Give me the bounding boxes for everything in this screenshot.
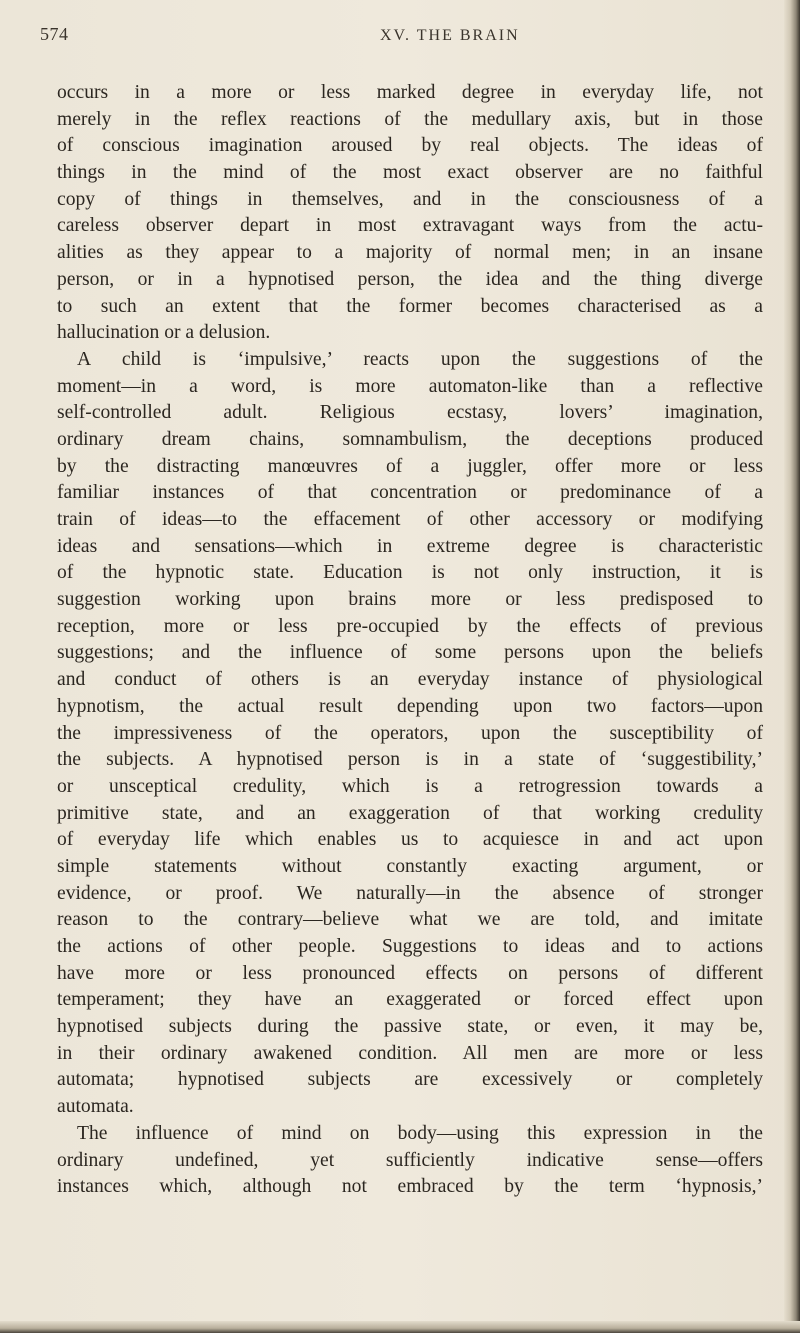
text-line: person, or in a hypnotised person, the idea and the thing diverge: [57, 268, 763, 290]
text-line: suggestion working upon brains more or less predisposed to: [57, 589, 763, 611]
text-line: evidence, or proof. We naturally—in the absence of stronger: [57, 882, 763, 904]
text-line: suggestions; and the influence of some persons upon the beliefs: [57, 642, 763, 664]
text-line: familiar instances of that concentration or predominance of a: [57, 482, 763, 504]
page-number: 574: [40, 24, 69, 44]
text-line: self-controlled adult. Religious ecstasy, lovers’ imagination,: [57, 402, 763, 424]
text-line: reception, more or less pre-occupied by the effects of previous: [57, 615, 763, 637]
text-line: careless observer depart in most extravagant ways from the actu-: [57, 215, 763, 237]
text-line: by the distracting manœuvres of a juggler, offer more or less: [57, 455, 763, 477]
text-line: merely in the reflex reactions of the medullary axis, but in those: [57, 108, 763, 130]
text-line: of the hypnotic state. Education is not only instruction, it is: [57, 562, 763, 584]
text-line: moment—in a word, is more automaton-like than a reflective: [57, 375, 763, 397]
text-line: ordinary dream chains, somnambulism, the deceptions produced: [57, 428, 763, 450]
text-line: The influence of mind on body—using this expression in the: [77, 1122, 763, 1144]
text-line: the actions of other people. Suggestions to ideas and to actions: [57, 936, 763, 957]
page-edge-shadow: [784, 0, 800, 1333]
text-line: alities as they appear to a majority of normal men; in an insane: [57, 242, 763, 264]
text-line: hypnotism, the actual result depending upon two factors—upon: [57, 695, 763, 717]
text-line: instances which, although not embraced by the term ‘hypnosis,’: [57, 1176, 763, 1198]
text-line: to such an extent that the former becomes characterised as a: [57, 295, 763, 317]
text-line: ordinary undefined, yet sufficiently indicative sense—offers: [57, 1149, 763, 1171]
page-bottom-shadow: [0, 1321, 800, 1333]
text-line: and conduct of others is an everyday instance of physiological: [57, 669, 763, 691]
text-line: hypnotised subjects during the passive state, or even, it may be,: [57, 1016, 763, 1038]
text-line: ideas and sensations—which in extreme degree is characteristic: [57, 535, 763, 557]
text-line: have more or less pronounced effects on persons of different: [57, 962, 763, 984]
text-line: reason to the contrary—believe what we are told, and imitate: [57, 909, 763, 931]
text-line: of everyday life which enables us to acquiesce in and act upon: [57, 829, 763, 851]
text-line: or unsceptical credulity, which is a retrogression towards a: [57, 775, 763, 797]
text-line: simple statements without constantly exacting argument, or: [57, 855, 763, 877]
body-text: [57, 80, 763, 1201]
text-line: in their ordinary awakened condition. All men are more or less: [57, 1042, 763, 1064]
section-title: XV. THE BRAIN: [380, 27, 520, 44]
text-line: copy of things in themselves, and in the consciousness of a: [57, 188, 763, 210]
text-line: hallucination or a delusion.: [57, 322, 271, 344]
text-line: of conscious imagination aroused by real objects. The ideas of: [57, 135, 763, 157]
text-line: A child is ‘impulsive,’ reacts upon the suggestions of the: [77, 348, 763, 370]
text-line: automata; hypnotised subjects are excessively or completely: [57, 1069, 763, 1091]
text-line: primitive state, and an exaggeration of that working credulity: [57, 802, 763, 824]
text-line: the subjects. A hypnotised person is in a state of ‘suggestibility,’: [57, 749, 763, 771]
text-line: occurs in a more or less marked degree in everyday life, not: [57, 82, 763, 103]
text-line: things in the mind of the most exact observer are no faithful: [57, 162, 763, 184]
running-head: [0, 24, 800, 54]
text-line: temperament; they have an exaggerated or forced effect upon: [57, 989, 763, 1011]
text-line: automata.: [57, 1096, 134, 1118]
text-line: the impressiveness of the operators, upon the susceptibility of: [57, 722, 763, 744]
text-line: train of ideas—to the effacement of other accessory or modifying: [57, 509, 763, 530]
